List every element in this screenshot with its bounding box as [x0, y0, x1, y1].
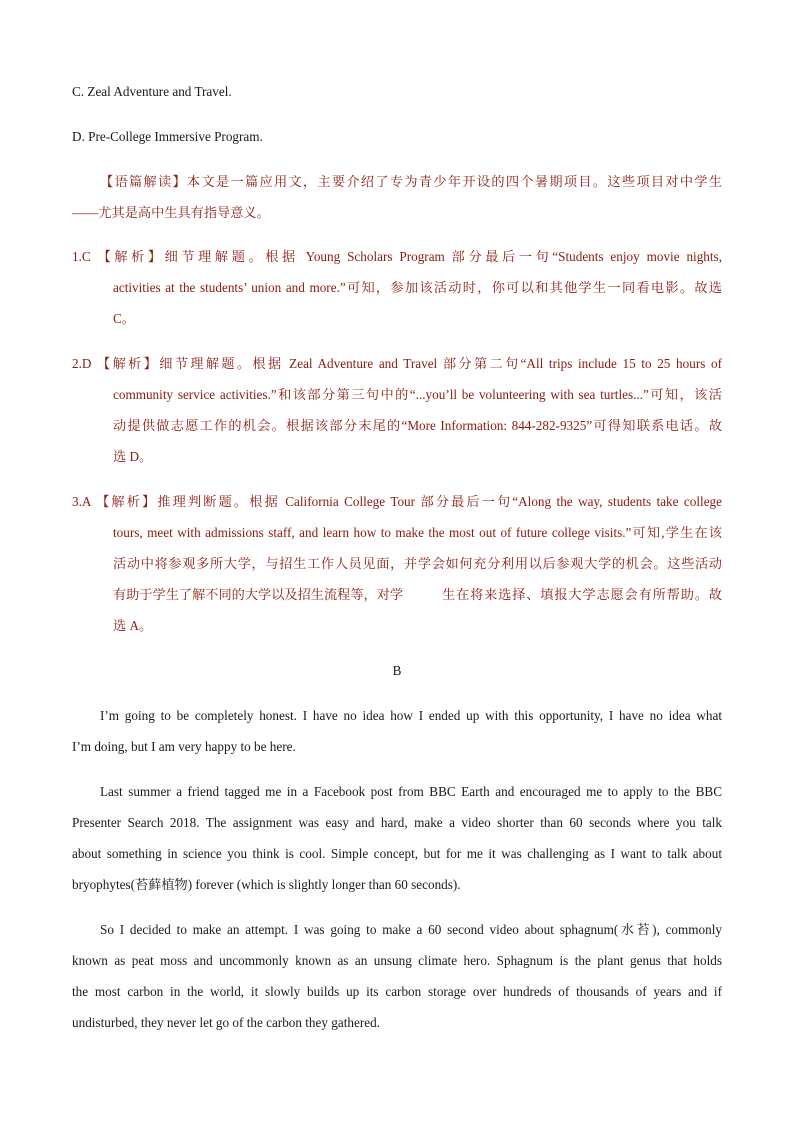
answer-3-line-1: 3.A 【解析】推理判断题。根据 California College Tour 部分最后一句“Along the way, students take college	[72, 494, 722, 509]
answer-3-line-5: 选 A。	[113, 618, 153, 633]
answer-3-line-4b: 生在将来选择、填报大学志愿会有所帮助。故	[442, 587, 722, 602]
passage-p2-line-1: Last summer a friend tagged me in a Facebook post from BBC Earth and encouraged me to apply to the BBC	[100, 784, 722, 799]
answer-1-line-2: activities at the students’ union and more.”可知，参加该活动时，你可以和其他学生一同看电影。故选	[113, 280, 722, 295]
passage-p1-line-1: I’m going to be completely honest. I have no idea how I ended up with this opportunity, I have no idea what	[100, 708, 722, 723]
passage-p2-line-4: bryophytes(苔藓植物) forever (which is slightly longer than 60 seconds).	[72, 877, 461, 892]
passage-p3-line-2: known as peat moss and uncommonly known as an unsung climate hero. Sphagnum is the plant genus that holds	[72, 953, 722, 968]
answer-2-line-3: 动提供做志愿工作的机会。根据该部分末尾的“More Information: 844-282-9325”可得知联系电话。故	[113, 418, 722, 433]
option-d: D. Pre-College Immersive Program.	[72, 129, 263, 144]
passage-p2-line-2: Presenter Search 2018. The assignment was easy and hard, make a video shorter than 60 seconds where you talk	[72, 815, 722, 830]
passage-p1-line-2: I’m doing, but I am very happy to be here.	[72, 739, 296, 754]
analysis-line-1: 【语篇解读】本文是一篇应用文，主要介绍了专为青少年开设的四个暑期项目。这些项目对中学生	[100, 174, 722, 189]
answer-1-line-3: C。	[113, 311, 135, 326]
passage-p2-line-3: about something in science you think is cool. Simple concept, but for me it was challenging as I want to talk about	[72, 846, 722, 861]
answer-2-line-4: 选 D。	[113, 449, 153, 464]
passage-p3-line-1: So I decided to make an attempt. I was going to make a 60 second video about sphagnum(水苔), commonly	[100, 922, 722, 937]
option-c: C. Zeal Adventure and Travel.	[72, 84, 232, 99]
answer-3-line-2: tours, meet with admissions staff, and learn how to make the most out of future college visits.”可知,学生在该	[113, 525, 722, 540]
answer-2-line-2: community service activities.”和该部分第三句中的“...you’ll be volunteering with sea turtles...”可知，该活	[113, 387, 722, 402]
answer-3-line-3: 活动中将参观多所大学，与招生工作人员见面，并学会如何充分利用以后参观大学的机会。这些活动	[113, 556, 722, 571]
answer-3-line-4a: 有助于学生了解不同的大学以及招生流程等，对学	[113, 587, 404, 602]
answer-1-line-1: 1.C 【解析】细节理解题。根据 Young Scholars Program 部分最后一句“Students enjoy movie nights,	[72, 249, 722, 264]
section-label: B	[392, 663, 402, 678]
analysis-line-2: ——尤其是高中生具有指导意义。	[72, 205, 270, 220]
passage-p3-line-3: the most carbon in the world, it slowly builds up its carbon storage over hundreds of thousands of years and if	[72, 984, 722, 999]
passage-p3-line-4: undisturbed, they never let go of the carbon they gathered.	[72, 1015, 380, 1030]
answer-2-line-1: 2.D 【解析】细节理解题。根据 Zeal Adventure and Travel 部分第二句“All trips include 15 to 25 hours of	[72, 356, 722, 371]
